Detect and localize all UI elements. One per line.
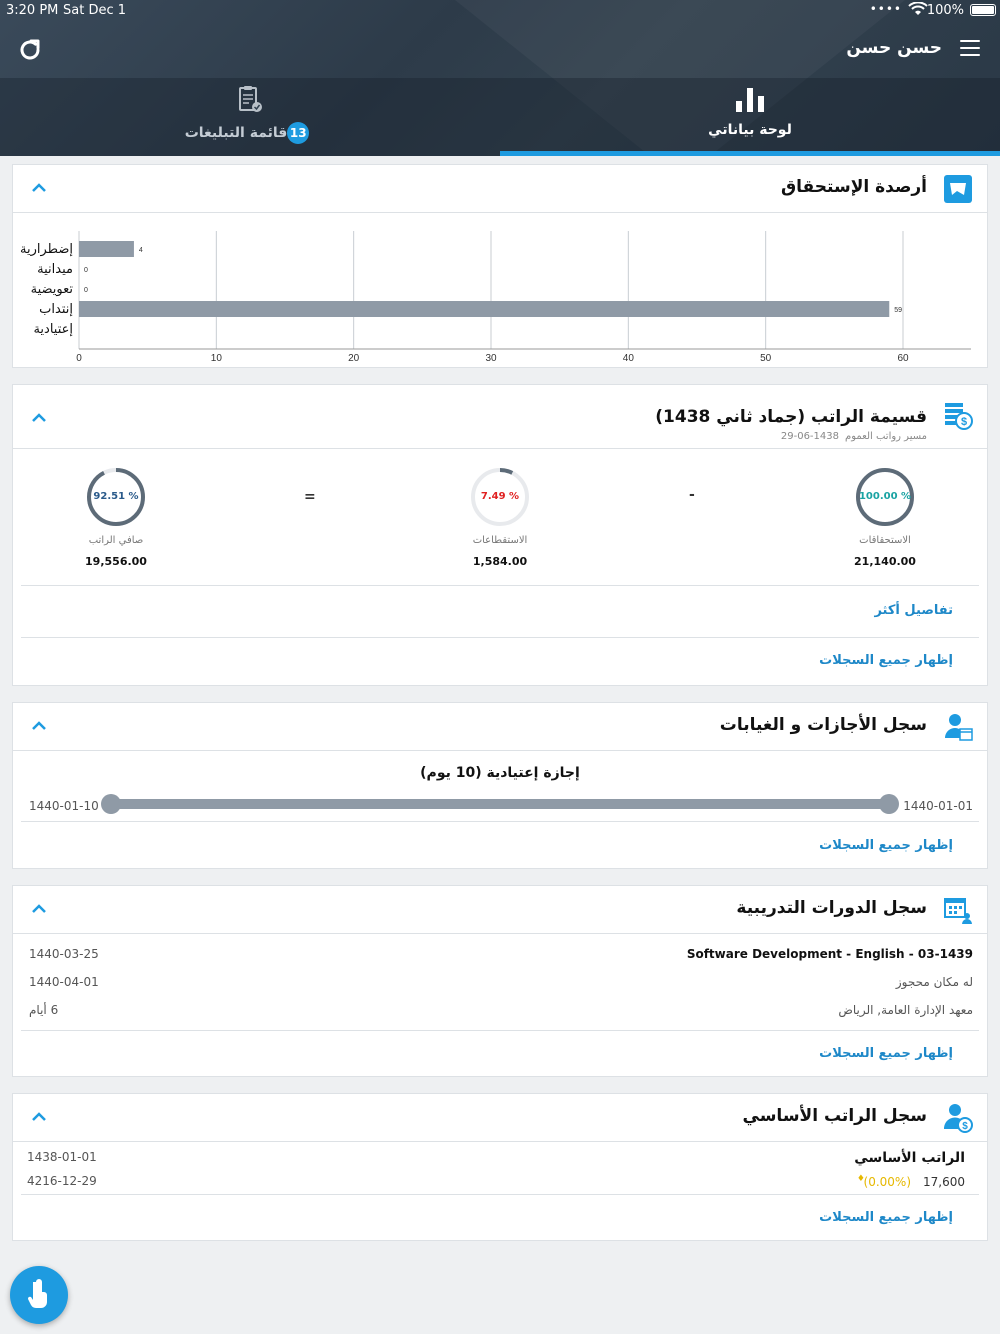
y-category-label: إعتيادية [33, 322, 73, 337]
course-start-date: 1440-03-25 [29, 947, 99, 961]
chevron-up-icon[interactable] [31, 1110, 47, 1122]
battery-icon [970, 4, 996, 16]
earnings-label: الاستحقاقات [859, 535, 911, 546]
y-category-label: تعويضية [30, 282, 73, 297]
entitlement-bar-chart [13, 213, 987, 369]
menu-icon[interactable] [960, 40, 980, 58]
change-arrows-icon: ♦ [856, 1174, 865, 1184]
user-money-icon [943, 1103, 973, 1133]
salary-start-date: 1438-01-01 [27, 1150, 97, 1164]
deductions-label: الاستقطاعات [472, 535, 528, 546]
leave-start-date: 1440-01-01 [903, 799, 973, 813]
divider [21, 1194, 979, 1195]
chevron-up-icon[interactable] [31, 719, 47, 731]
card-header [13, 165, 987, 213]
card-title: سجل الأجازات و الغيابات [719, 715, 927, 735]
course-duration: 6 أيام [29, 1003, 59, 1017]
hand-pointer-icon [10, 1266, 68, 1324]
svg-text:$: $ [960, 416, 968, 428]
card-header [13, 1094, 987, 1142]
seat-status: له مكان محجوز [895, 975, 973, 989]
tab-dashboard[interactable] [500, 78, 1000, 156]
more-details-link[interactable]: تفاصيل أكثر [874, 603, 953, 618]
tab-dashboard-label: لوحة بياناتي [708, 122, 792, 138]
bar [79, 241, 134, 257]
earnings-value: 21,140.00 [854, 555, 916, 568]
course-name: Software Development - English - 03-1439 [686, 947, 973, 961]
divider [21, 821, 979, 822]
tab-notifications[interactable] [0, 78, 500, 156]
status-time: 3:20 PM [6, 3, 59, 18]
card-title: سجل الراتب الأساسي [742, 1106, 927, 1126]
y-category-label: إنتداب [39, 302, 73, 317]
show-all-records-link[interactable]: إظهار جميع السجلات [819, 1046, 953, 1061]
card-title: سجل الدورات التدريبية [736, 898, 927, 918]
money-stack-icon [943, 401, 973, 431]
net-salary-value: 19,556.00 [85, 555, 147, 568]
x-tick-label: 30 [485, 353, 497, 364]
svg-text:$: $ [962, 1121, 968, 1132]
y-category-label: ميدانية [37, 262, 73, 277]
course-end-date: 1440-04-01 [29, 975, 99, 989]
bar [79, 301, 889, 317]
deductions-percent: 7.49 % [480, 491, 520, 502]
x-tick-label: 40 [622, 353, 634, 364]
course-institute: معهد الإدارة العامة, الرياض [838, 1003, 973, 1017]
status-date: Sat Dec 1 [63, 3, 127, 18]
net-salary-percent: 92.51 % [93, 491, 139, 502]
clipboard-check-icon [235, 84, 265, 114]
tab-bar [0, 78, 1000, 156]
chevron-up-icon[interactable] [31, 181, 47, 193]
divider [21, 1030, 979, 1031]
wifi-icon [908, 2, 928, 16]
bar-value-label: 0 [84, 267, 88, 274]
card-title: قسيمة الراتب (جماد ثاني 1438) [655, 407, 927, 427]
deductions-value: 1,584.00 [472, 555, 528, 568]
basic-salary-card [12, 1093, 988, 1241]
show-all-records-link[interactable]: إظهار جميع السجلات [819, 653, 953, 668]
notifications-badge: 13 [287, 122, 309, 144]
battery-percent: 100% [926, 3, 964, 18]
earnings-percent: 100.00 % [858, 491, 912, 502]
tab-notifications-label: 13قائمة التبليغات [0, 122, 500, 144]
x-tick-label: 60 [897, 353, 909, 364]
card-title: أرصدة الإستحقاق [780, 177, 927, 197]
leave-start-handle [879, 794, 899, 814]
show-all-records-link[interactable]: إظهار جميع السجلات [819, 838, 953, 853]
payroll-type: مسير رواتب العموم [845, 431, 927, 442]
x-tick-label: 10 [210, 353, 222, 364]
leaves-card [12, 702, 988, 869]
training-card [12, 885, 988, 1077]
chevron-up-icon[interactable] [31, 411, 47, 423]
minus-sign: - [689, 487, 695, 503]
top-bar [0, 22, 1000, 78]
card-header [13, 385, 987, 449]
card-header [13, 886, 987, 934]
basic-salary-label: الراتب الأساسي [854, 1150, 965, 1166]
x-tick-label: 50 [760, 353, 772, 364]
entitlement-card [12, 164, 988, 368]
salary-change-percent: (0.00%) [863, 1175, 911, 1189]
x-tick-label: 0 [76, 353, 82, 364]
card-header [13, 703, 987, 751]
bar-value-label: 0 [84, 287, 88, 294]
x-tick-label: 20 [348, 353, 360, 364]
leave-title: إجازة إعتيادية (10 يوم) [420, 765, 580, 781]
refresh-icon[interactable] [16, 36, 44, 64]
active-tab-indicator [500, 151, 1000, 156]
status-bar [0, 0, 1000, 22]
app-header [0, 0, 1000, 156]
divider [21, 637, 979, 638]
bar-chart-icon [735, 84, 765, 114]
chevron-up-icon[interactable] [31, 902, 47, 914]
payroll-date: 29-06-1438 [780, 431, 839, 442]
leave-end-handle [101, 794, 121, 814]
user-name: حسن حسن [846, 38, 942, 58]
basic-salary-amount: 17,600 [923, 1175, 965, 1189]
divider [21, 585, 979, 586]
wallet-icon [943, 174, 973, 204]
user-calendar-icon [943, 712, 973, 742]
bar-value-label: 59 [894, 307, 903, 314]
show-all-records-link[interactable]: إظهار جميع السجلات [819, 1210, 953, 1225]
y-category-label: إضطرارية [20, 242, 73, 257]
net-salary-label: صافي الراتب [88, 535, 144, 546]
salary-slip-card [12, 384, 988, 686]
leave-end-date: 1440-01-10 [29, 799, 99, 813]
touch-action-button[interactable] [10, 1266, 68, 1324]
salary-end-date: 4216-12-29 [27, 1174, 97, 1188]
bar-value-label: 4 [138, 247, 143, 254]
training-calendar-icon [943, 895, 973, 925]
signal-icon: •••• [869, 2, 902, 16]
equals-sign: = [304, 489, 316, 505]
leave-range-track [111, 799, 889, 809]
